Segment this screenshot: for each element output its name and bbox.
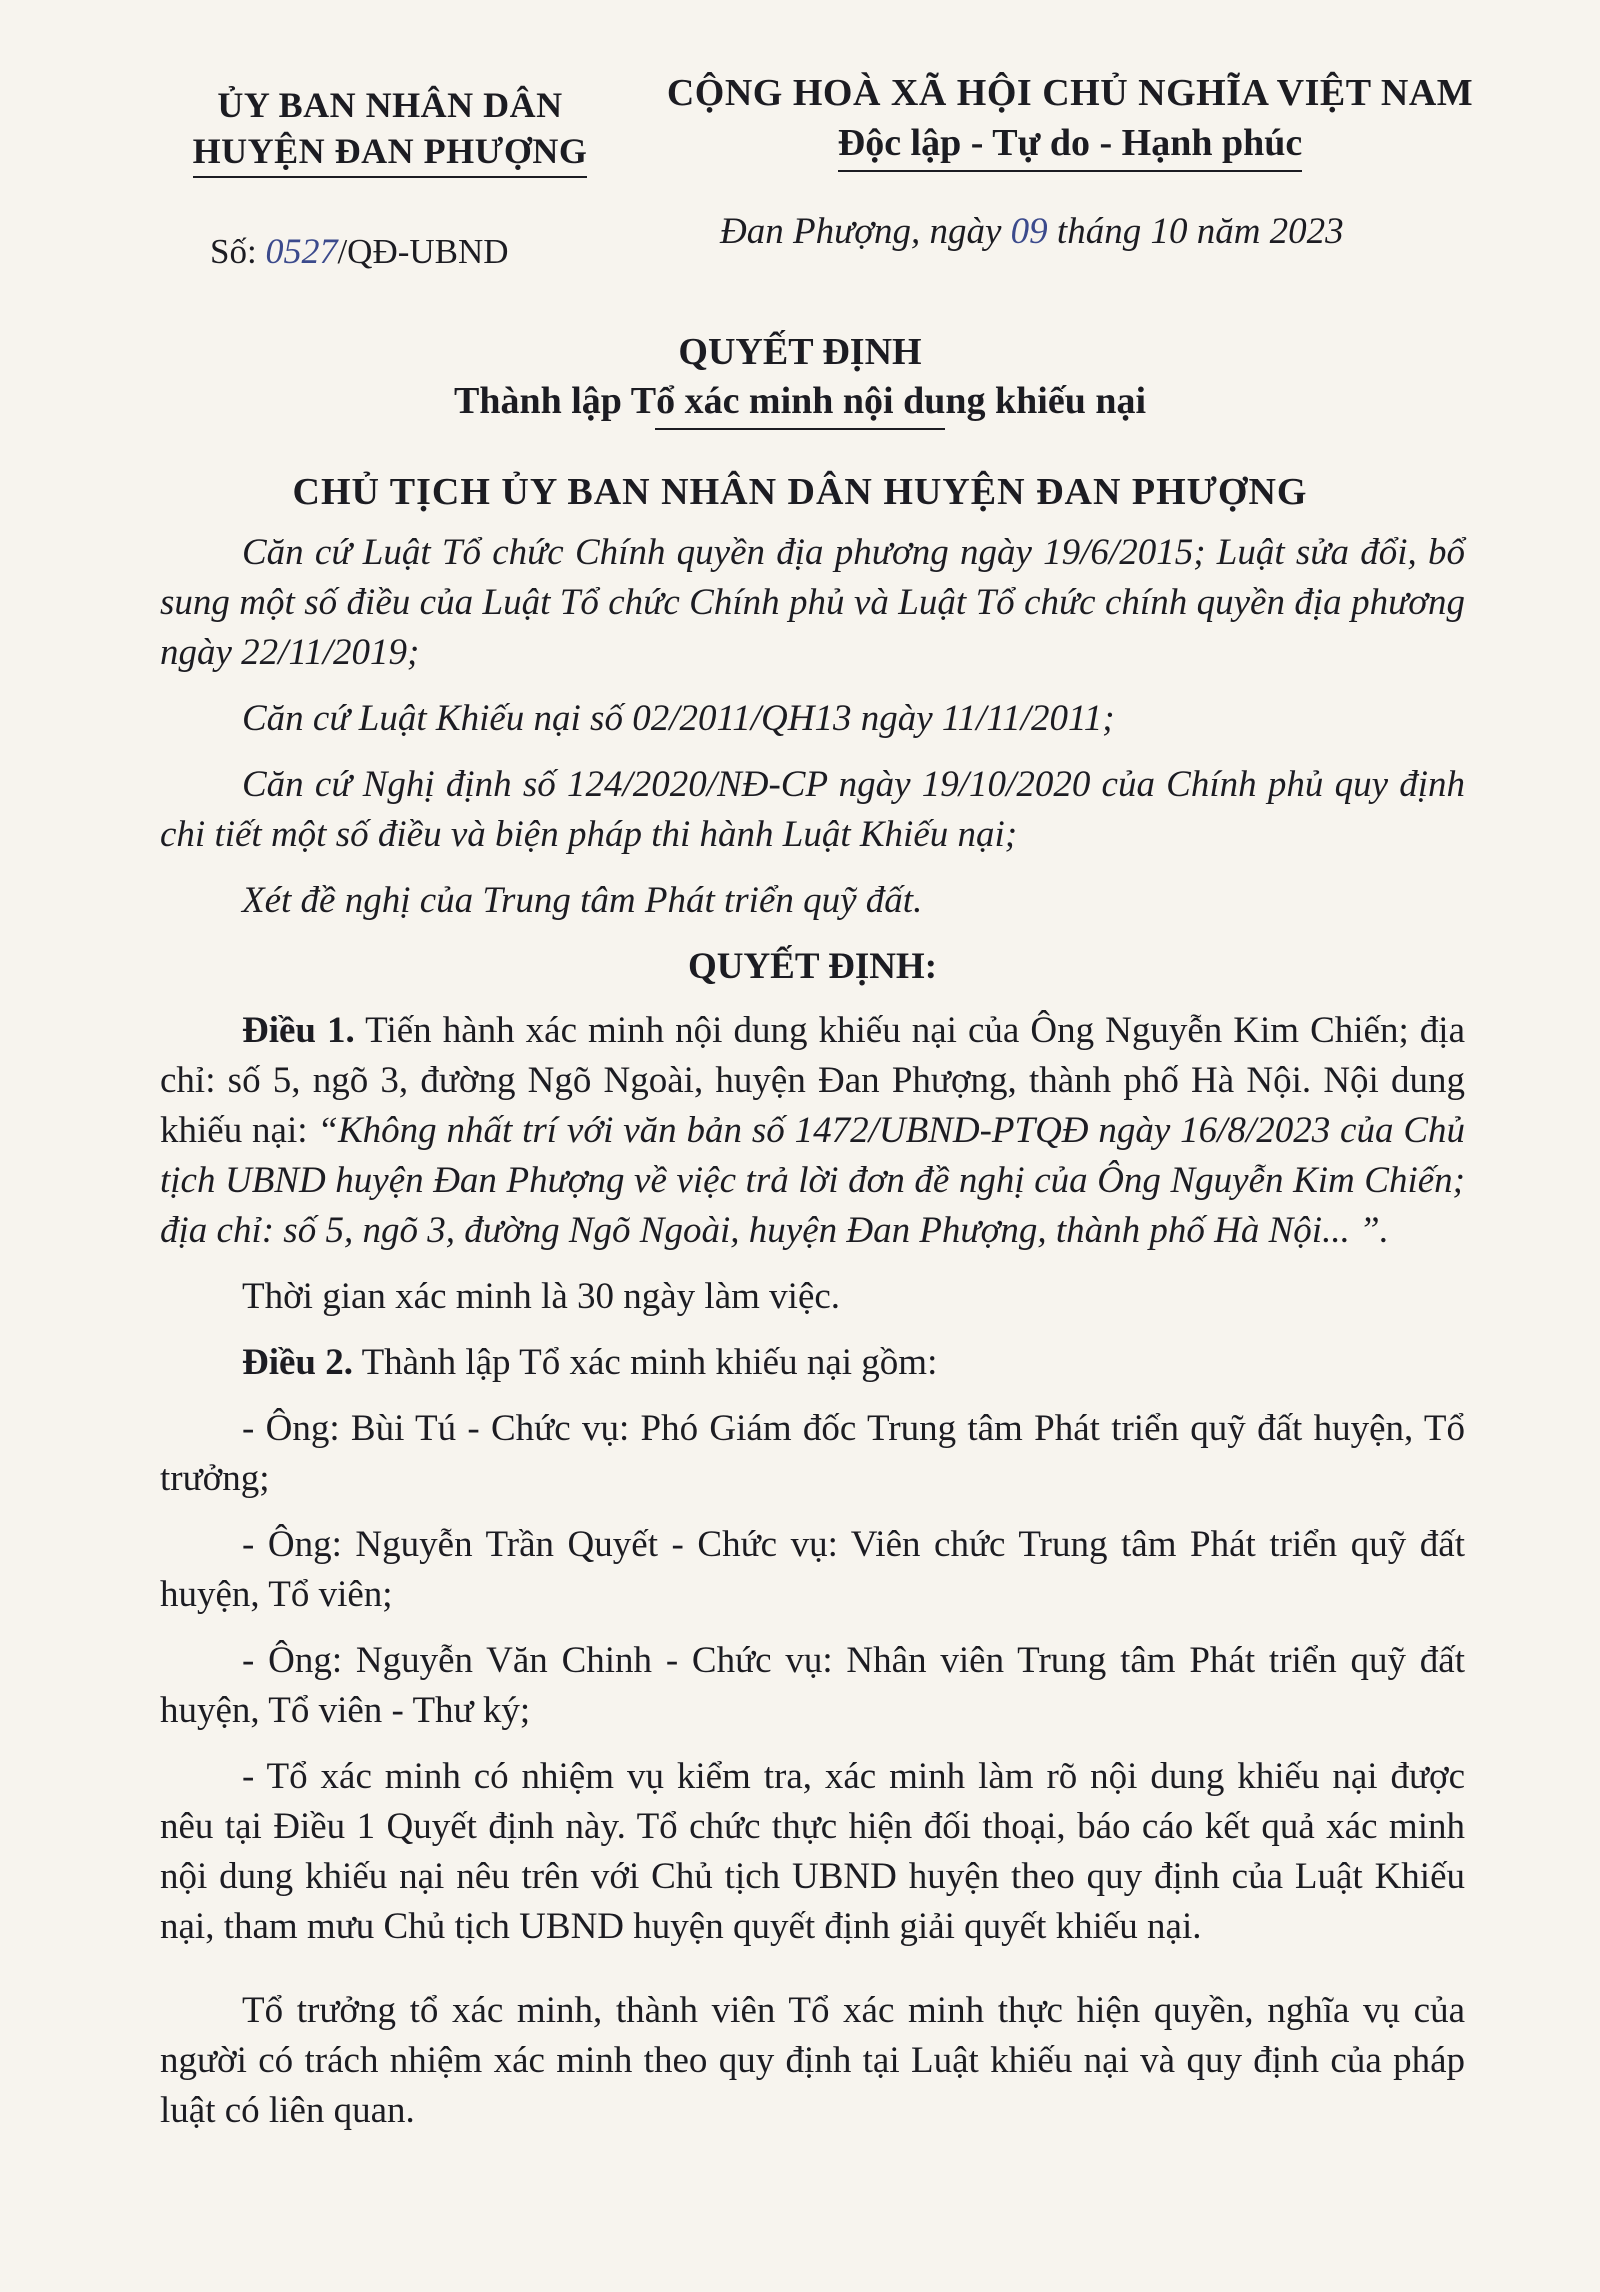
article-2-text: Thành lập Tổ xác minh khiếu nại gồm:	[353, 1342, 938, 1383]
document-title: QUYẾT ĐỊNH	[678, 331, 922, 373]
date-day-handwritten: 09	[1010, 211, 1048, 252]
document-subtitle: Thành lập Tổ xác minh nội dung khiếu nại	[453, 380, 1147, 422]
team-rights: Tổ trưởng tổ xác minh, thành viên Tổ xác minh thực hiện quyền, nghĩa vụ của người có trách nhiệm xác minh theo quy định tại Luật khiếu nại và quy định của pháp luật có liên quan.	[160, 1990, 1465, 2131]
legal-basis-2: Căn cứ Luật Khiếu nại số 02/2011/QH13 ngày 11/11/2011;	[242, 698, 1115, 739]
subtitle-underline	[655, 428, 945, 430]
legal-basis-1: Căn cứ Luật Tổ chức Chính quyền địa phương ngày 19/6/2015; Luật sửa đổi, bổ sung một số điều của Luật Tổ chức Chính phủ và Luật Tổ chức chính quyền địa phương ngày 22/11/2019;	[160, 532, 1465, 673]
team-duty: - Tổ xác minh có nhiệm vụ kiểm tra, xác minh làm rõ nội dung khiếu nại được nêu tại Điều 1 Quyết định này. Tổ chức thực hiện đối thoại, báo cáo kết quả xác minh nội dung khiếu nại nêu trên với Chủ tịch UBND huyện theo quy định của Luật Khiếu nại, tham mưu Chủ tịch UBND huyện quyết định giải quyết khiếu nại.	[160, 1756, 1465, 1947]
article-2-label: Điều 2.	[242, 1342, 353, 1383]
member-item: - Ông: Nguyễn Văn Chinh - Chức vụ: Nhân viên Trung tâm Phát triển quỹ đất huyện, Tổ viên - Thư ký;	[160, 1640, 1465, 1731]
national-motto: Độc lập - Tự do - Hạnh phúc	[838, 118, 1303, 172]
national-heading	[640, 68, 1500, 172]
complaint-quote: “Không nhất trí với văn bản số 1472/UBND-PTQĐ ngày 16/8/2023 của Chủ tịch UBND huyện Đan Phượng về việc trả lời đơn đề nghị của Ông Nguyễn Kim Chiến; địa chỉ: số 5, ngõ 3, đường Ngõ Ngoài, huyện Đan Phượng, thành phố Hà Nội... ”.	[160, 1110, 1465, 1251]
document-number	[210, 230, 509, 272]
article-1	[160, 1006, 1465, 1256]
org-line-1: ỦY BAN NHÂN DÂN	[217, 85, 563, 125]
org-line-2: HUYỆN ĐAN PHƯỢNG	[193, 128, 588, 178]
legal-basis-4: Xét đề nghị của Trung tâm Phát triển quỹ đất.	[242, 880, 923, 921]
legal-basis-3: Căn cứ Nghị định số 124/2020/NĐ-CP ngày 19/10/2020 của Chính phủ quy định chi tiết một số điều và biện pháp thi hành Luật Khiếu nại;	[160, 764, 1465, 855]
decision-heading: QUYẾT ĐỊNH:	[687, 946, 938, 987]
nation-name: CỘNG HOÀ XÃ HỘI CHỦ NGHĨA VIỆT NAM	[666, 72, 1474, 114]
article-1-text: Tiến hành xác minh nội dung khiếu nại của Ông Nguyễn Kim Chiến; địa chỉ: số 5, ngõ 3, đường Ngõ Ngoài, huyện Đan Phượng, thành phố Hà Nội. Nội dung khiếu nại:	[160, 1010, 1466, 1151]
document-body	[160, 528, 1465, 2152]
doc-number-prefix: Số:	[210, 232, 266, 271]
date-suffix: tháng 10 năm 2023	[1047, 211, 1344, 252]
verification-duration: Thời gian xác minh là 30 ngày làm việc.	[242, 1276, 841, 1317]
place-and-date	[720, 210, 1344, 253]
issuing-authority	[150, 82, 630, 178]
date-prefix: Đan Phượng, ngày	[720, 211, 1011, 252]
member-item: - Ông: Nguyễn Trần Quyết - Chức vụ: Viên chức Trung tâm Phát triển quỹ đất huyện, Tổ viên;	[160, 1524, 1465, 1615]
doc-number-suffix: /QĐ-UBND	[337, 232, 509, 271]
signing-authority-heading: CHỦ TỊCH ỦY BAN NHÂN DÂN HUYỆN ĐAN PHƯỢNG	[292, 471, 1308, 513]
member-item: - Ông: Bùi Tú - Chức vụ: Phó Giám đốc Trung tâm Phát triển quỹ đất huyện, Tổ trưởng;	[160, 1408, 1465, 1499]
article-2	[160, 1338, 1465, 1388]
doc-number-handwritten: 0527	[265, 231, 338, 271]
article-1-label: Điều 1.	[242, 1010, 355, 1051]
